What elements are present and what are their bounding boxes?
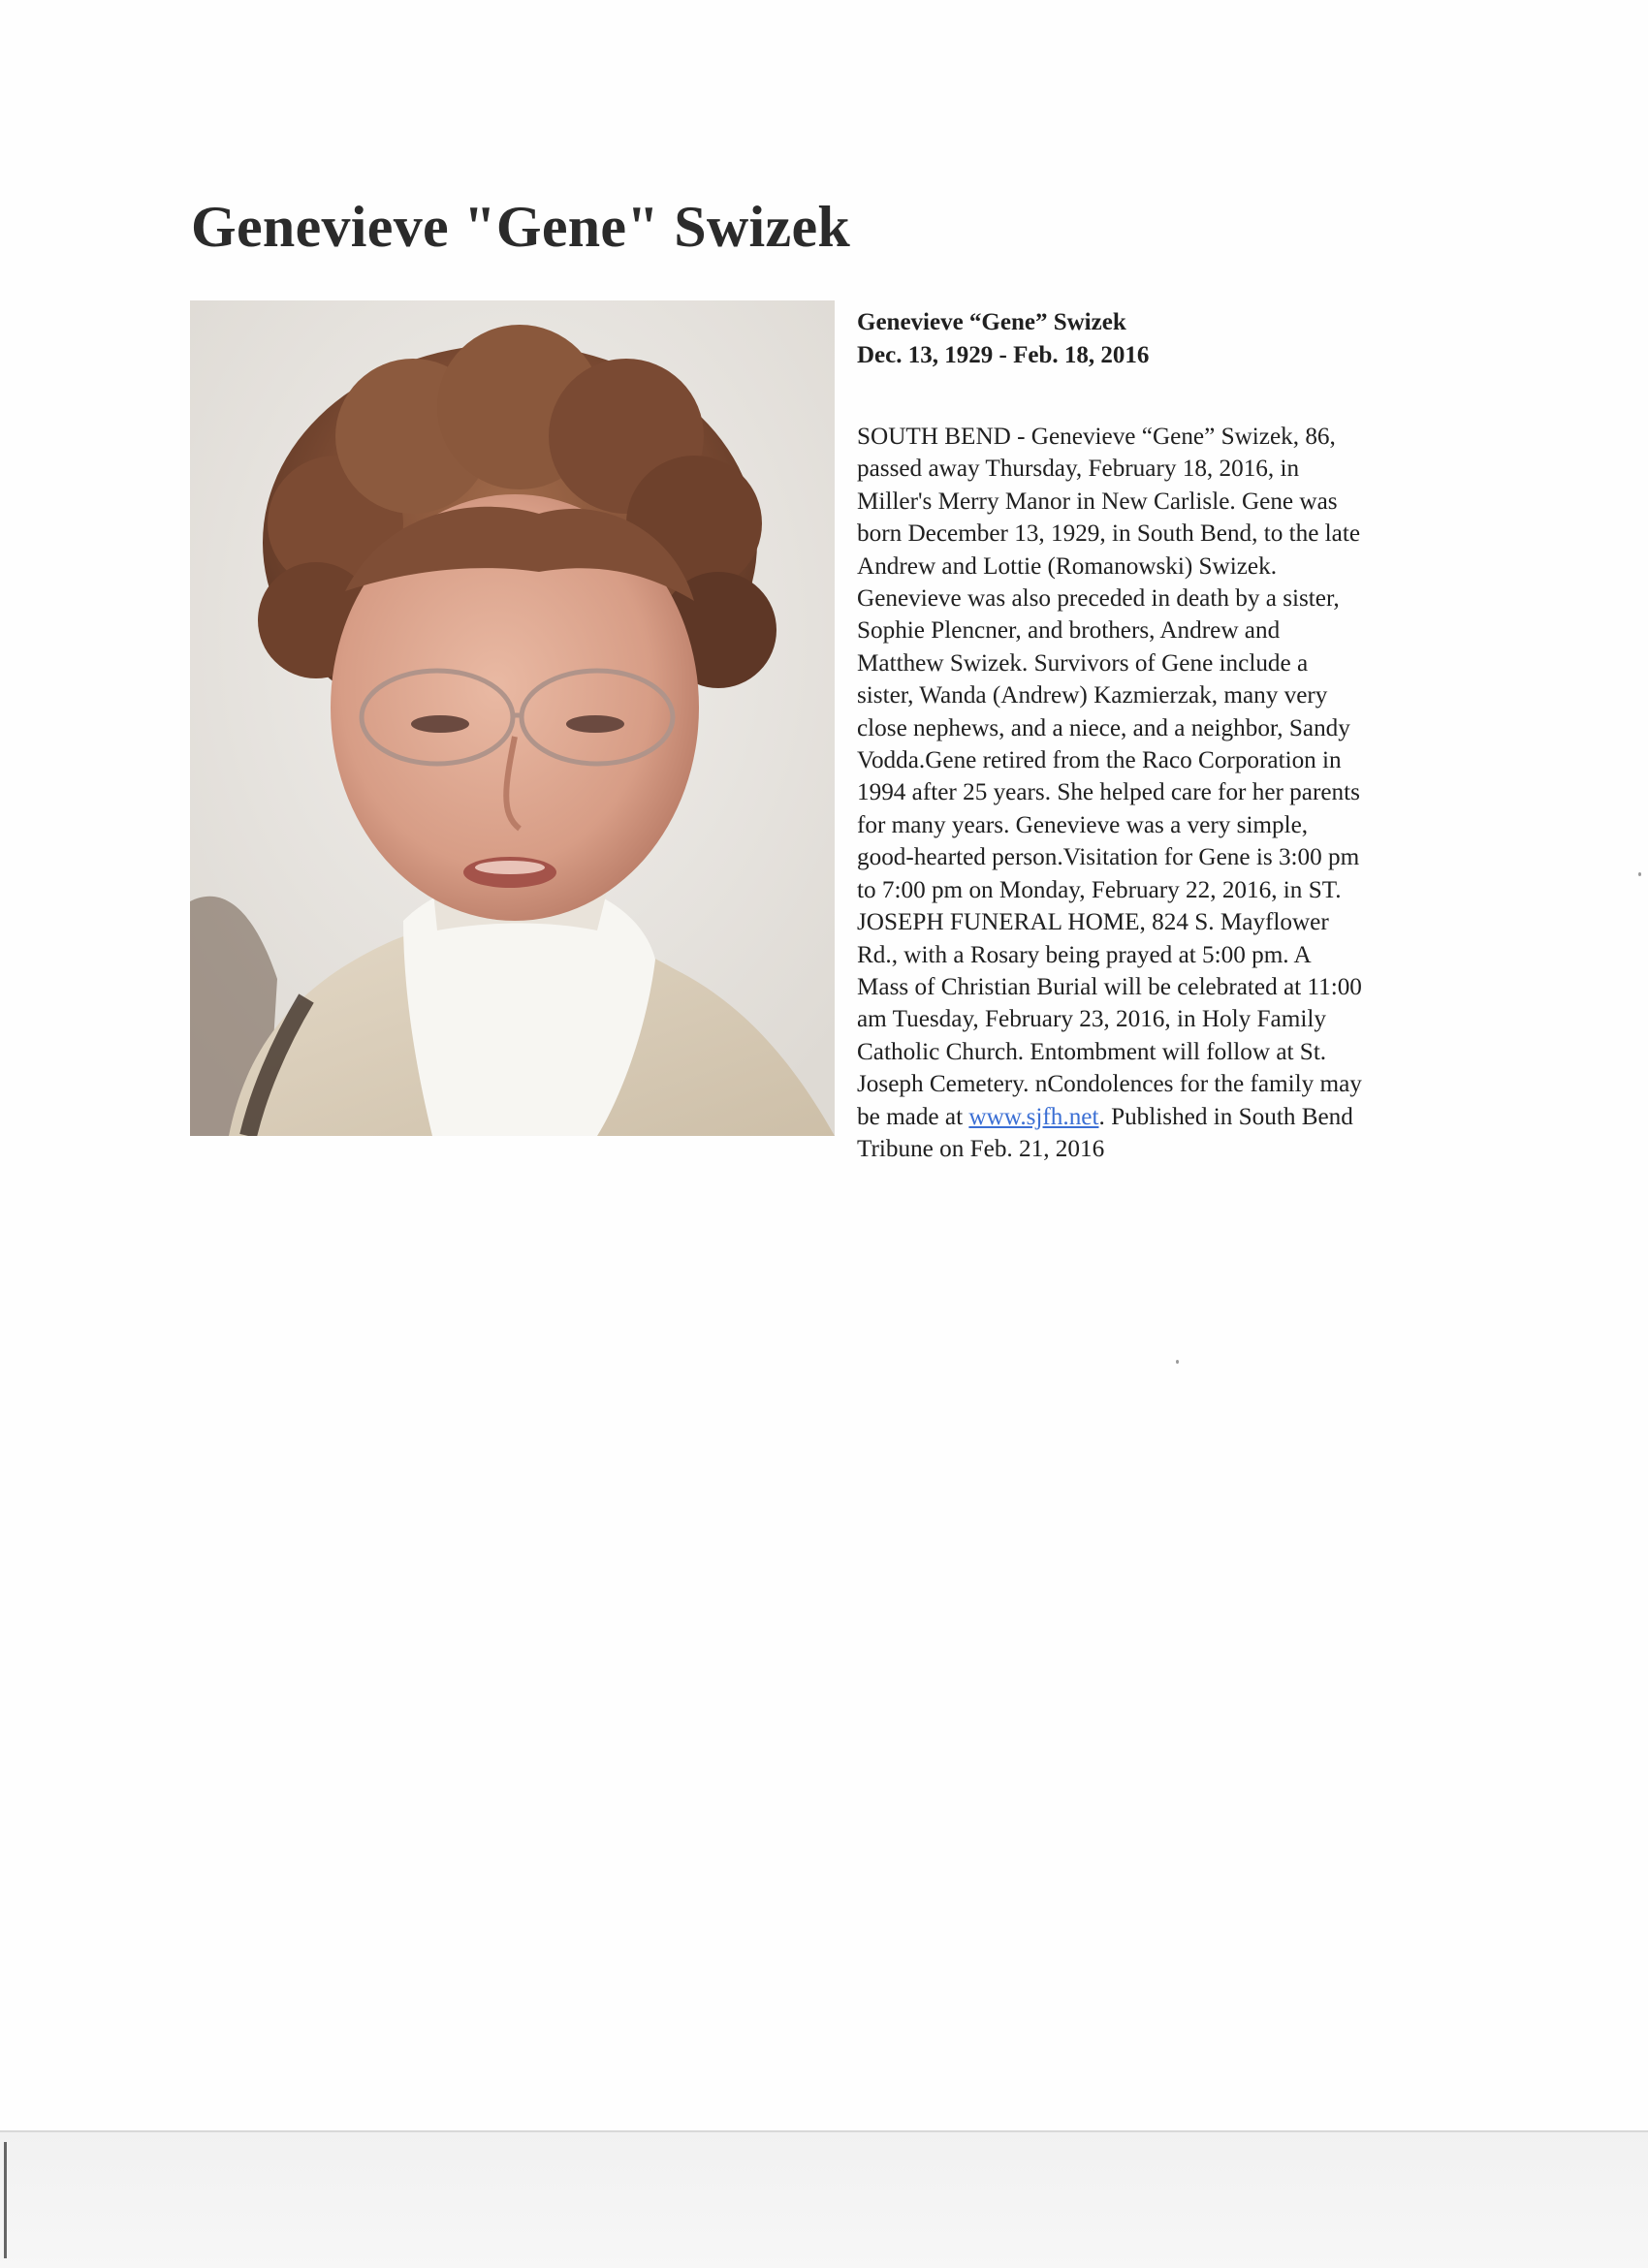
obituary-line: 1994 after 25 years. She helped care for her parents bbox=[857, 779, 1360, 806]
obituary-line: to 7:00 pm on Monday, February 22, 2016, in ST. bbox=[857, 876, 1342, 903]
obituary-line: Rd., with a Rosary being prayed at 5:00 pm. A bbox=[857, 941, 1312, 968]
obituary-line: Sophie Plencner, and brothers, Andrew and bbox=[857, 617, 1281, 645]
obituary-line: good-hearted person.Visitation for Gene is 3:00 pm bbox=[857, 844, 1360, 871]
scan-speck bbox=[1176, 1360, 1179, 1364]
obituary-line: Andrew and Lottie (Romanowski) Swizek. bbox=[857, 552, 1277, 580]
obituary-name-heading: Genevieve “Gene” Swizek bbox=[857, 309, 1126, 335]
obituary-line: for many years. Genevieve was a very simple, bbox=[857, 811, 1309, 838]
obituary-column bbox=[857, 306, 1458, 1165]
obituary-line: passed away Thursday, February 18, 2016, in bbox=[857, 456, 1300, 483]
obituary-line: Catholic Church. Entombment will follow at St. bbox=[857, 1038, 1327, 1065]
funeral-home-link[interactable]: www.sjfh.net bbox=[968, 1103, 1099, 1130]
link-line-prefix: be made at bbox=[857, 1103, 969, 1130]
obituary-line: close nephews, and a niece, and a neighbor, Sandy bbox=[857, 714, 1350, 741]
obituary-line: SOUTH BEND - Genevieve “Gene” Swizek, 86, bbox=[857, 424, 1336, 450]
scan-speck bbox=[1638, 872, 1641, 876]
obituary-dates-heading: Dec. 13, 1929 - Feb. 18, 2016 bbox=[857, 342, 1150, 368]
obituary-line: Joseph Cemetery. nCondolences for the family may bbox=[857, 1071, 1362, 1098]
obituary-line: Tribune on Feb. 21, 2016 bbox=[857, 1135, 1105, 1162]
obituary-line: sister, Wanda (Andrew) Kazmierzak, many very bbox=[857, 682, 1328, 709]
obituary-line: Mass of Christian Burial will be celebrated at 11:00 bbox=[857, 973, 1362, 1000]
obituary-line: Miller's Merry Manor in New Carlisle. Gene was bbox=[857, 488, 1338, 515]
obituary-line: am Tuesday, February 23, 2016, in Holy Family bbox=[857, 1006, 1326, 1033]
scanner-edge-mark bbox=[4, 2142, 7, 2258]
obituary-line: born December 13, 1929, in South Bend, to the late bbox=[857, 520, 1361, 548]
obituary-line: JOSEPH FUNERAL HOME, 824 S. Mayflower bbox=[857, 909, 1329, 936]
scanner-edge bbox=[0, 2130, 1648, 2268]
portrait-photo-icon bbox=[190, 300, 835, 1136]
obituary-line: Vodda.Gene retired from the Raco Corporation in bbox=[857, 747, 1342, 774]
obituary-body bbox=[857, 421, 1458, 1165]
link-line-suffix: . Published in South Bend bbox=[1098, 1103, 1353, 1130]
page-title: Genevieve "Gene" Swizek bbox=[191, 195, 851, 259]
obituary-line: Genevieve was also preceded in death by a sister, bbox=[857, 585, 1340, 613]
obituary-line: Matthew Swizek. Survivors of Gene include a bbox=[857, 649, 1309, 677]
portrait-photo bbox=[190, 300, 835, 1136]
obituary-link-line bbox=[857, 1101, 1458, 1133]
